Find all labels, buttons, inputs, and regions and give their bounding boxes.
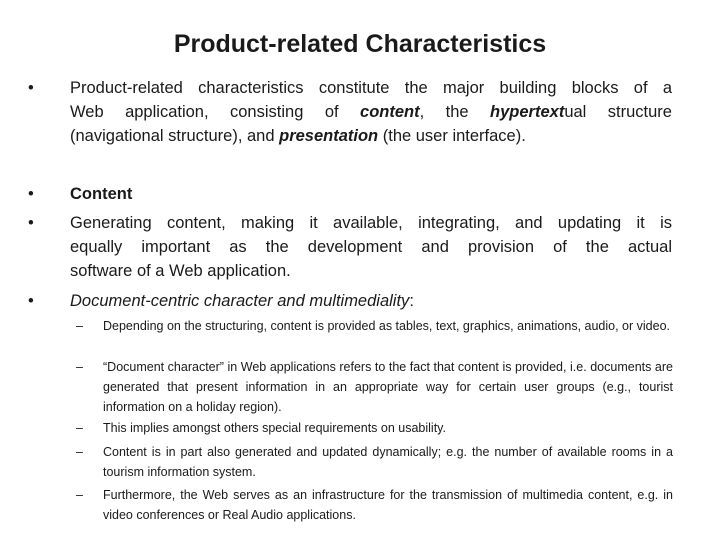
sub-item <box>76 442 673 482</box>
bullet-product-characteristics <box>28 76 672 148</box>
sub-item-text: Depending on the structuring, content is provided as tables, text, graphics, animations, audio, or video. <box>103 319 670 333</box>
bullet-line: (navigational structure), and presentation (the user interface). <box>70 127 526 145</box>
bullet-content-heading <box>28 182 672 206</box>
bullet-line: Web application, consisting of content, the hypertextual structure <box>70 103 672 121</box>
slide-title: Product-related Characteristics <box>173 30 547 58</box>
sub-item <box>76 485 673 525</box>
bullet-marker: • <box>28 214 34 232</box>
content-emphasis: content <box>360 103 420 121</box>
sub-item <box>76 316 673 336</box>
bullet-line: Generating content, making it available, integrating, and updating it is <box>70 214 672 232</box>
sub-item-text: This implies amongst others special requirements on usability. <box>103 421 446 435</box>
dash-marker: – <box>76 319 83 333</box>
dash-marker: – <box>76 445 83 459</box>
bullet-line: software of a Web application. <box>70 262 291 280</box>
dash-marker: – <box>76 360 83 374</box>
bullet-generating-content <box>28 211 672 283</box>
hypertext-emphasis: hypertext <box>490 103 565 121</box>
bullet-marker: • <box>28 79 34 97</box>
dash-marker: – <box>76 488 83 502</box>
bullet-marker: • <box>28 292 34 310</box>
sub-item <box>76 357 673 417</box>
sub-item <box>76 418 673 438</box>
content-heading: Content <box>70 185 133 203</box>
bullet-line: Product-related characteristics constitute the major building blocks of a <box>70 79 672 97</box>
bullet-marker: • <box>28 185 34 203</box>
document-centric-heading: Document-centric character and multimediality <box>70 292 410 310</box>
presentation-emphasis: presentation <box>279 127 379 145</box>
sub-item-text: “Document character” in Web applications refers to the fact that content is provided, i.e. documents are generated that present information in an appropriate way for certain user groups (e.g., tourist information on a holiday region). <box>103 360 673 414</box>
sub-item-text: Furthermore, the Web serves as an infrastructure for the transmission of multimedia content, e.g. in video conferences or Real Audio applications. <box>103 488 673 522</box>
dash-marker: – <box>76 421 83 435</box>
bullet-document-centric: • Document-centric character and multimediality: <box>70 289 672 313</box>
bullet-line: equally important as the development and provision of the actual <box>70 238 672 256</box>
sub-item-text: Content is in part also generated and updated dynamically; e.g. the number of available rooms in a tourism information system. <box>103 445 673 479</box>
